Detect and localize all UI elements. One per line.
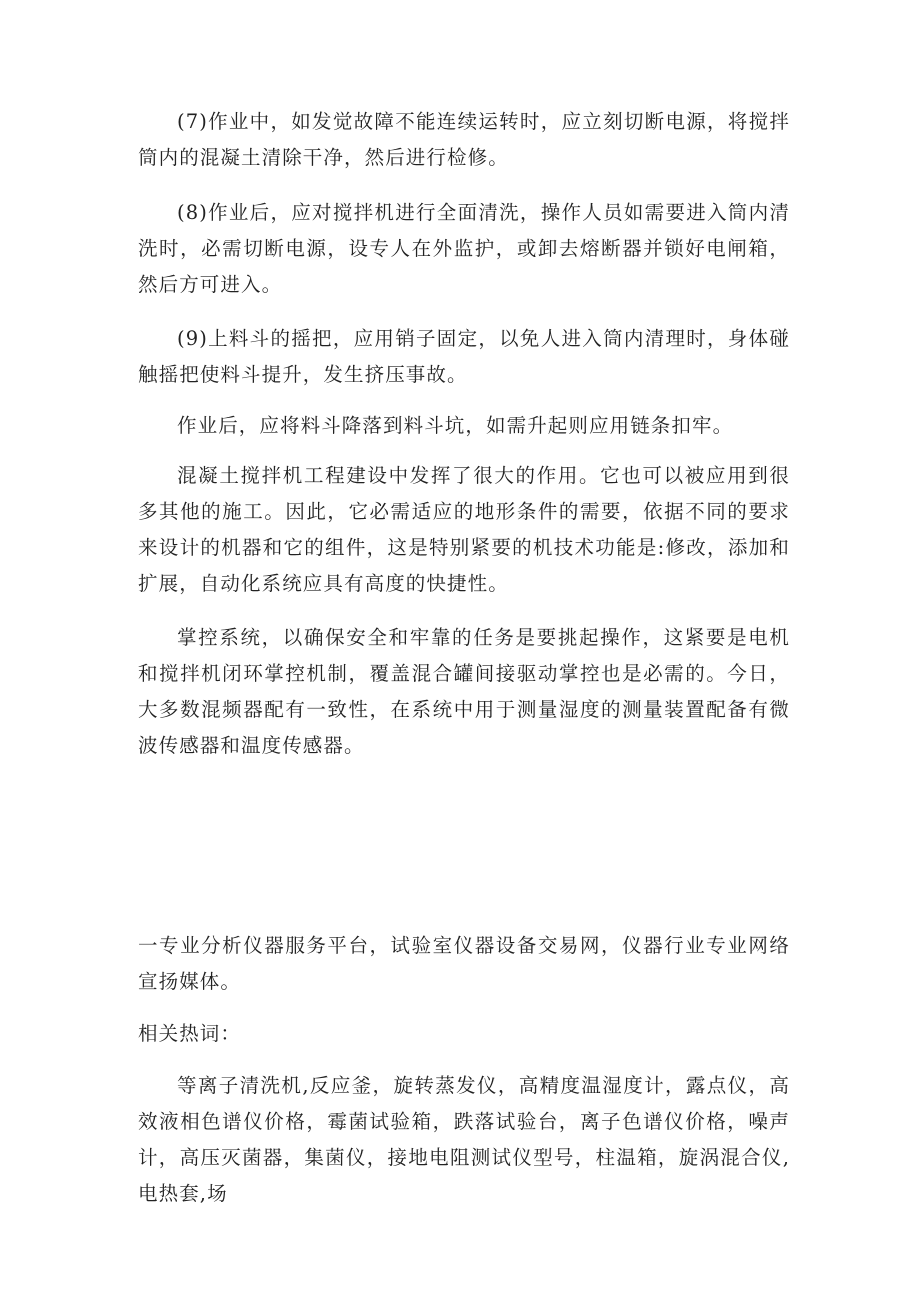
paragraph-step-8: (8)作业后，应对搅拌机进行全面清洗，操作人员如需要进入筒内清洗时，必需切断电源，设专人在外监护，或卸去熔断器并锁好电闸箱，然后方可进入。 bbox=[138, 201, 790, 296]
paragraph-step-9: (9)上料斗的摇把，应用销子固定，以免人进入筒内清理时，身体碰触摇把使料斗提升，发生挤压事故。 bbox=[138, 327, 790, 386]
footer-intro: 一专业分析仪器服务平台，试验室仪器设备交易网，仪器行业专业网络宣扬媒体。 bbox=[138, 934, 790, 993]
keywords-list: 等离子清洗机,反应釜，旋转蒸发仪，高精度温湿度计，露点仪，高效液相色谱仪价格，霉菌试验箱，跌落试验台，离子色谱仪价格，噪声计，高压灭菌器，集菌仪，接地电阻测试仪型号，柱温箱，旋涡混合仪,电热套,场 bbox=[138, 1074, 790, 1205]
keywords-label: 相关热词： bbox=[138, 1022, 242, 1045]
paragraph-after-work: 作业后，应将料斗降落到料斗坑，如需升起则应用链条扣牢。 bbox=[177, 414, 734, 437]
paragraph-control-system: 掌控系统，以确保安全和牢靠的任务是要挑起操作，这紧要是电机和搅拌机闭环掌控机制，覆盖混合罐间接驱动掌控也是必需的。今日，大多数混频器配有一致性，在系统中用于测量湿度的测量装置配备有微波传感器和温度传感器。 bbox=[138, 626, 790, 757]
paragraph-step-7: (7)作业中，如发觉故障不能连续运转时，应立刻切断电源，将搅拌筒内的混凝土清除干净，然后进行检修。 bbox=[138, 110, 790, 169]
paragraph-mixer-role: 混凝土搅拌机工程建设中发挥了很大的作用。它也可以被应用到很多其他的施工。因此，它必需适应的地形条件的需要，依据不同的要求来设计的机器和它的组件，这是特别紧要的机技术功能是:修改，添加和扩展，自动化系统应具有高度的快捷性。 bbox=[138, 464, 790, 595]
